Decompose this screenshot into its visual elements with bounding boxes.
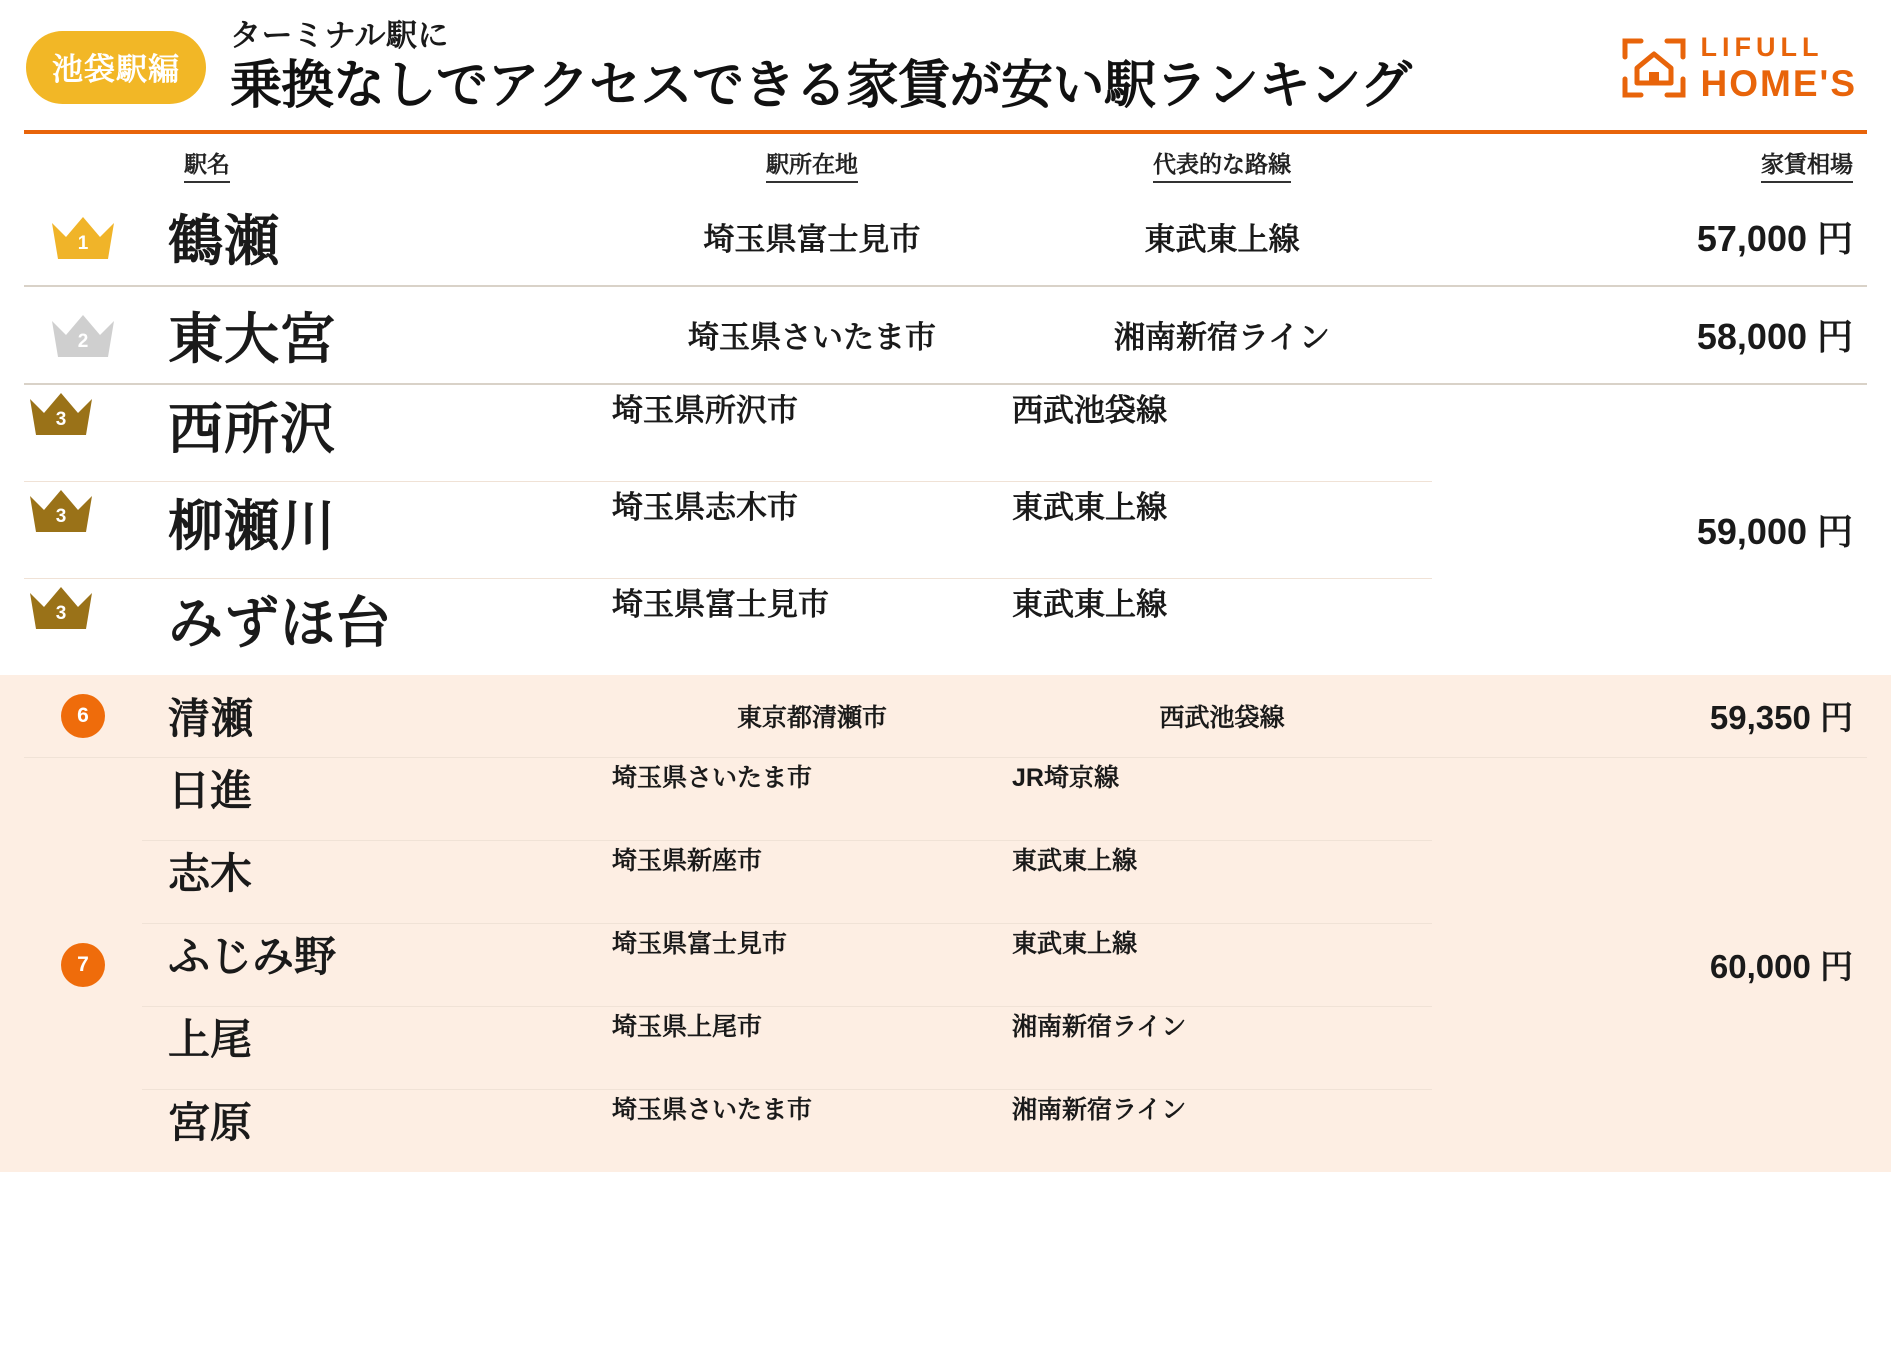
- line-cell: [1012, 189, 1432, 285]
- station-line: 湘南新宿ライン: [1113, 320, 1331, 356]
- col-location: 駅所在地: [612, 146, 1012, 183]
- rank-3-crown: [24, 579, 142, 661]
- station-name: 清瀬: [168, 694, 255, 742]
- table-row: [24, 675, 1867, 757]
- location-cell: [612, 189, 1012, 285]
- title-block: [224, 18, 1603, 116]
- location-cell: [612, 841, 1012, 923]
- col-line: 代表的な路線: [1012, 146, 1432, 183]
- brand-text: [1700, 31, 1857, 104]
- table-row: [142, 923, 1432, 1006]
- rank-7-badge: [24, 758, 142, 1172]
- station-location: 埼玉県さいたま市: [612, 1095, 813, 1124]
- rank-number: 1: [77, 232, 89, 254]
- station-line: 西武池袋線: [1159, 703, 1285, 732]
- line-cell: [1012, 675, 1432, 757]
- location-cell: [612, 579, 1012, 675]
- rent-value: 59,350 円: [1709, 699, 1853, 737]
- ranking-top-rows: [0, 189, 1891, 675]
- station-name: ふじみ野: [168, 932, 337, 980]
- station-name: 上尾: [168, 1015, 253, 1063]
- table-row: [24, 481, 1432, 578]
- rent-cell: [1432, 287, 1867, 383]
- lower-section: [0, 675, 1891, 1172]
- station-line: 東武東上線: [1144, 222, 1300, 258]
- line-cell: [1012, 1007, 1432, 1089]
- page-title: 乗換なしでアクセスできる家賃が安い駅ランキング: [230, 56, 1412, 115]
- station-name: 柳瀬川: [168, 494, 337, 557]
- rank-3-crown: [24, 385, 142, 467]
- rank-1-crown: [24, 189, 142, 285]
- station-line: 湘南新宿ライン: [1012, 1095, 1187, 1124]
- rank-3-rows: [24, 385, 1432, 675]
- station-line: JR埼京線: [1012, 763, 1119, 792]
- station-cell: [142, 1007, 612, 1089]
- station-line: 東武東上線: [1012, 489, 1167, 525]
- crown-silver-icon: [46, 307, 120, 363]
- station-location: 埼玉県所沢市: [612, 392, 798, 428]
- station-name: 日進: [168, 766, 253, 814]
- line-cell: [1012, 385, 1432, 481]
- line-cell: [1012, 579, 1432, 675]
- station-name: みずほ台: [168, 591, 393, 654]
- station-line: 湘南新宿ライン: [1012, 1012, 1187, 1041]
- line-cell: [1012, 287, 1432, 383]
- rank-3-group: [24, 383, 1867, 675]
- table-row: [142, 1006, 1432, 1089]
- rent-value: 58,000 円: [1696, 316, 1853, 358]
- location-cell: [612, 675, 1012, 757]
- table-row: [142, 758, 1432, 840]
- station-cell: [142, 189, 612, 285]
- location-cell: [612, 482, 1012, 578]
- station-name: 鶴瀬: [168, 210, 281, 273]
- rank-number: 7: [61, 943, 105, 987]
- crown-bronze-icon: [24, 579, 98, 635]
- location-cell: [612, 758, 1012, 840]
- station-name: 東大宮: [168, 308, 337, 371]
- station-location: 埼玉県富士見市: [612, 929, 788, 958]
- table-row: [24, 385, 1432, 481]
- brand-lifull: LIFULL: [1700, 31, 1824, 62]
- rent-cell-merged: [1432, 385, 1867, 675]
- location-cell: [612, 287, 1012, 383]
- line-cell: [1012, 482, 1432, 578]
- edition-badge: 池袋駅編: [26, 31, 206, 104]
- station-line: 西武池袋線: [1012, 392, 1167, 428]
- crown-gold-icon: [46, 209, 120, 265]
- table-row: [142, 1089, 1432, 1172]
- rank-7-group: [24, 757, 1867, 1172]
- col-station: 駅名: [142, 146, 612, 183]
- line-cell: [1012, 1090, 1432, 1172]
- line-cell: [1012, 924, 1432, 1006]
- crown-bronze-icon: [24, 482, 98, 538]
- rent-value: 60,000 円: [1709, 948, 1853, 986]
- station-cell: [142, 924, 612, 1006]
- line-cell: [1012, 758, 1432, 840]
- rank-number: 3: [55, 505, 67, 527]
- station-location: 埼玉県上尾市: [612, 1012, 763, 1041]
- rank-2-crown: [24, 287, 142, 383]
- rank-7-rows: [142, 758, 1432, 1172]
- header: [0, 0, 1891, 124]
- station-name: 志木: [168, 849, 253, 897]
- rank-3-crown: [24, 482, 142, 564]
- station-line: 東武東上線: [1012, 929, 1138, 958]
- station-line: 東武東上線: [1012, 586, 1167, 622]
- rank-number: 3: [55, 602, 67, 624]
- rank-number: 2: [77, 330, 89, 352]
- rent-value: 57,000 円: [1696, 218, 1853, 260]
- rank-number: 3: [55, 408, 67, 430]
- house-icon: [1621, 37, 1687, 99]
- rent-cell-merged: [1432, 758, 1867, 1172]
- station-location: 埼玉県富士見市: [612, 586, 829, 622]
- crown-bronze-icon: [24, 385, 98, 441]
- station-location: 埼玉県富士見市: [703, 222, 921, 258]
- location-cell: [612, 385, 1012, 481]
- station-cell: [142, 385, 612, 481]
- station-location: 埼玉県さいたま市: [612, 763, 813, 792]
- station-name: 西所沢: [168, 397, 337, 460]
- col-rent: 家賃相場: [1432, 146, 1867, 183]
- station-cell: [142, 287, 612, 383]
- location-cell: [612, 924, 1012, 1006]
- title-subline: ターミナル駅に: [230, 18, 449, 53]
- rent-cell: [1432, 675, 1867, 757]
- column-headers: [0, 134, 1891, 189]
- table-row: [24, 285, 1867, 383]
- station-location: 埼玉県さいたま市: [688, 320, 936, 356]
- brand-homes: HOME'S: [1700, 62, 1857, 104]
- station-cell: [142, 841, 612, 923]
- station-cell: [142, 675, 612, 757]
- table-row: [142, 840, 1432, 923]
- table-row: [24, 578, 1432, 675]
- station-location: 東京都清瀬市: [736, 703, 887, 732]
- station-cell: [142, 579, 612, 675]
- rank-6-badge: [24, 675, 142, 757]
- line-cell: [1012, 841, 1432, 923]
- brand-logo: [1621, 31, 1865, 104]
- station-cell: [142, 482, 612, 578]
- station-location: 埼玉県新座市: [612, 846, 763, 875]
- location-cell: [612, 1007, 1012, 1089]
- station-cell: [142, 758, 612, 840]
- station-cell: [142, 1090, 612, 1172]
- station-line: 東武東上線: [1012, 846, 1138, 875]
- location-cell: [612, 1090, 1012, 1172]
- rent-value: 59,000 円: [1696, 511, 1853, 553]
- rank-number: 6: [61, 694, 105, 738]
- rent-cell: [1432, 189, 1867, 285]
- table-row: [24, 189, 1867, 285]
- station-name: 宮原: [168, 1098, 253, 1146]
- station-location: 埼玉県志木市: [612, 489, 798, 525]
